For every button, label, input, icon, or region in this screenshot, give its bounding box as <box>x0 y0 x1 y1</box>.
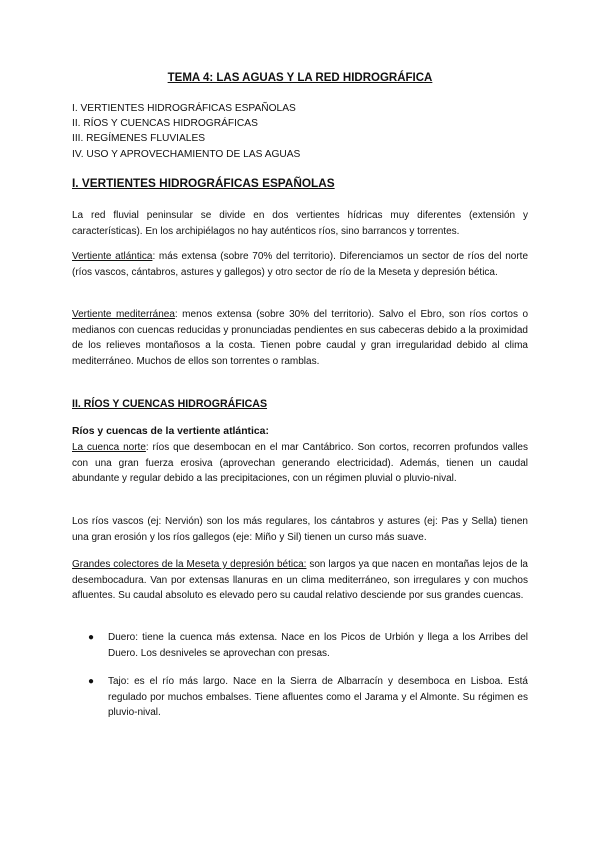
list-item-text: Duero: tiene la cuenca más extensa. Nace en los Picos de Urbión y llega a los Arribes del Duero. Los desniveles se aprovechan con presas. <box>108 632 528 659</box>
toc-item: I. VERTIENTES HIDROGRÁFICAS ESPAÑOLAS <box>72 103 296 114</box>
document-title: TEMA 4: LAS AGUAS Y LA RED HIDROGRÁFICA <box>167 72 433 84</box>
section1-intro: La red fluvial peninsular se divide en dos vertientes hídricas muy diferentes (extensión y características). En los archipiélagos no hay auténticos ríos, sino barrancos y torrentes. <box>72 210 528 237</box>
section2-subheading: Ríos y cuencas de la vertiente atlántica: <box>72 426 269 437</box>
grandes-colectores-paragraph <box>72 557 528 604</box>
table-of-contents <box>72 101 300 162</box>
bullet-icon: ● <box>88 676 95 687</box>
vertiente-mediterranea-label: Vertiente mediterránea <box>72 309 175 320</box>
grandes-colectores-text: son largos ya que nacen en montañas lejos de la desembocadura. Van por extensas llanuras en un clima mediterráneo, son irregulares y con muchos afluentes. Su caudal absoluto es elevado pero su caudal relativo desciende por sus grandes cuencas. <box>72 559 528 602</box>
rios-vascos-paragraph: Los ríos vascos (ej: Nervión) son los más regulares, los cántabros y astures (ej: Pas y Sella) tienen una gran erosión y los ríos gallegos (eje: Miño y Sil) tienen un curso más suave. <box>72 516 528 543</box>
list-item-tajo <box>88 674 528 721</box>
cuenca-norte-paragraph <box>72 440 528 487</box>
vertiente-mediterranea-text: : menos extensa (sobre 30% del territorio). Salvo el Ebro, son ríos cortos o medianos con cuencas reducidas y pronunciadas pendientes en sus cabeceras debido a la proximidad de los relieves montañosos a la costa. Tienen pobre caudal y gran irregularidad debido al clima mediterráneo. Muchos de ellos son torrentes o ramblas. <box>72 309 529 367</box>
cuenca-norte-label: La cuenca norte <box>72 442 146 453</box>
toc-item: IV. USO Y APROVECHAMIENTO DE LAS AGUAS <box>72 148 301 160</box>
vertiente-atlantica-paragraph <box>72 249 528 280</box>
vertiente-atlantica-label: Vertiente atlántica <box>72 251 153 262</box>
grandes-colectores-label: Grandes colectores de la Meseta y depresión bética: <box>72 559 307 570</box>
toc-item: III. REGÍMENES FLUVIALES <box>72 133 206 145</box>
list-item-text: Tajo: es el río más largo. Nace en la Sierra de Albarracín y desemboca en Lisboa. Está regulado por muchos embalses. Tiene afluentes como el Jarama y el Almonte. Su régimen es pluvio-nival. <box>108 676 528 719</box>
section2-heading: II. RÍOS Y CUENCAS HIDROGRÁFICAS <box>72 398 268 410</box>
vertiente-mediterranea-paragraph <box>72 307 528 369</box>
cuenca-norte-text: : ríos que desembocan en el mar Cantábrico. Son cortos, recorren profundos valles con una gran fuerza erosiva (aprovechan generando electricidad). Además, tienen un caudal abundante y regular debido a las precipitaciones, con un régimen pluvial o pluvio-nival. <box>72 442 528 485</box>
toc-item: II. RÍOS Y CUENCAS HIDROGRÁFICAS <box>72 118 258 130</box>
bullet-icon: ● <box>88 632 95 643</box>
section1-heading: I. VERTIENTES HIDROGRÁFICAS ESPAÑOLAS <box>72 176 335 190</box>
list-item-duero <box>88 630 528 661</box>
vertiente-atlantica-text: : más extensa (sobre 70% del territorio). Diferenciamos un sector de ríos del norte (ríos vascos, cántabros, astures y gallegos) y otro sector de río de la Meseta y depresión bética. <box>72 251 529 278</box>
